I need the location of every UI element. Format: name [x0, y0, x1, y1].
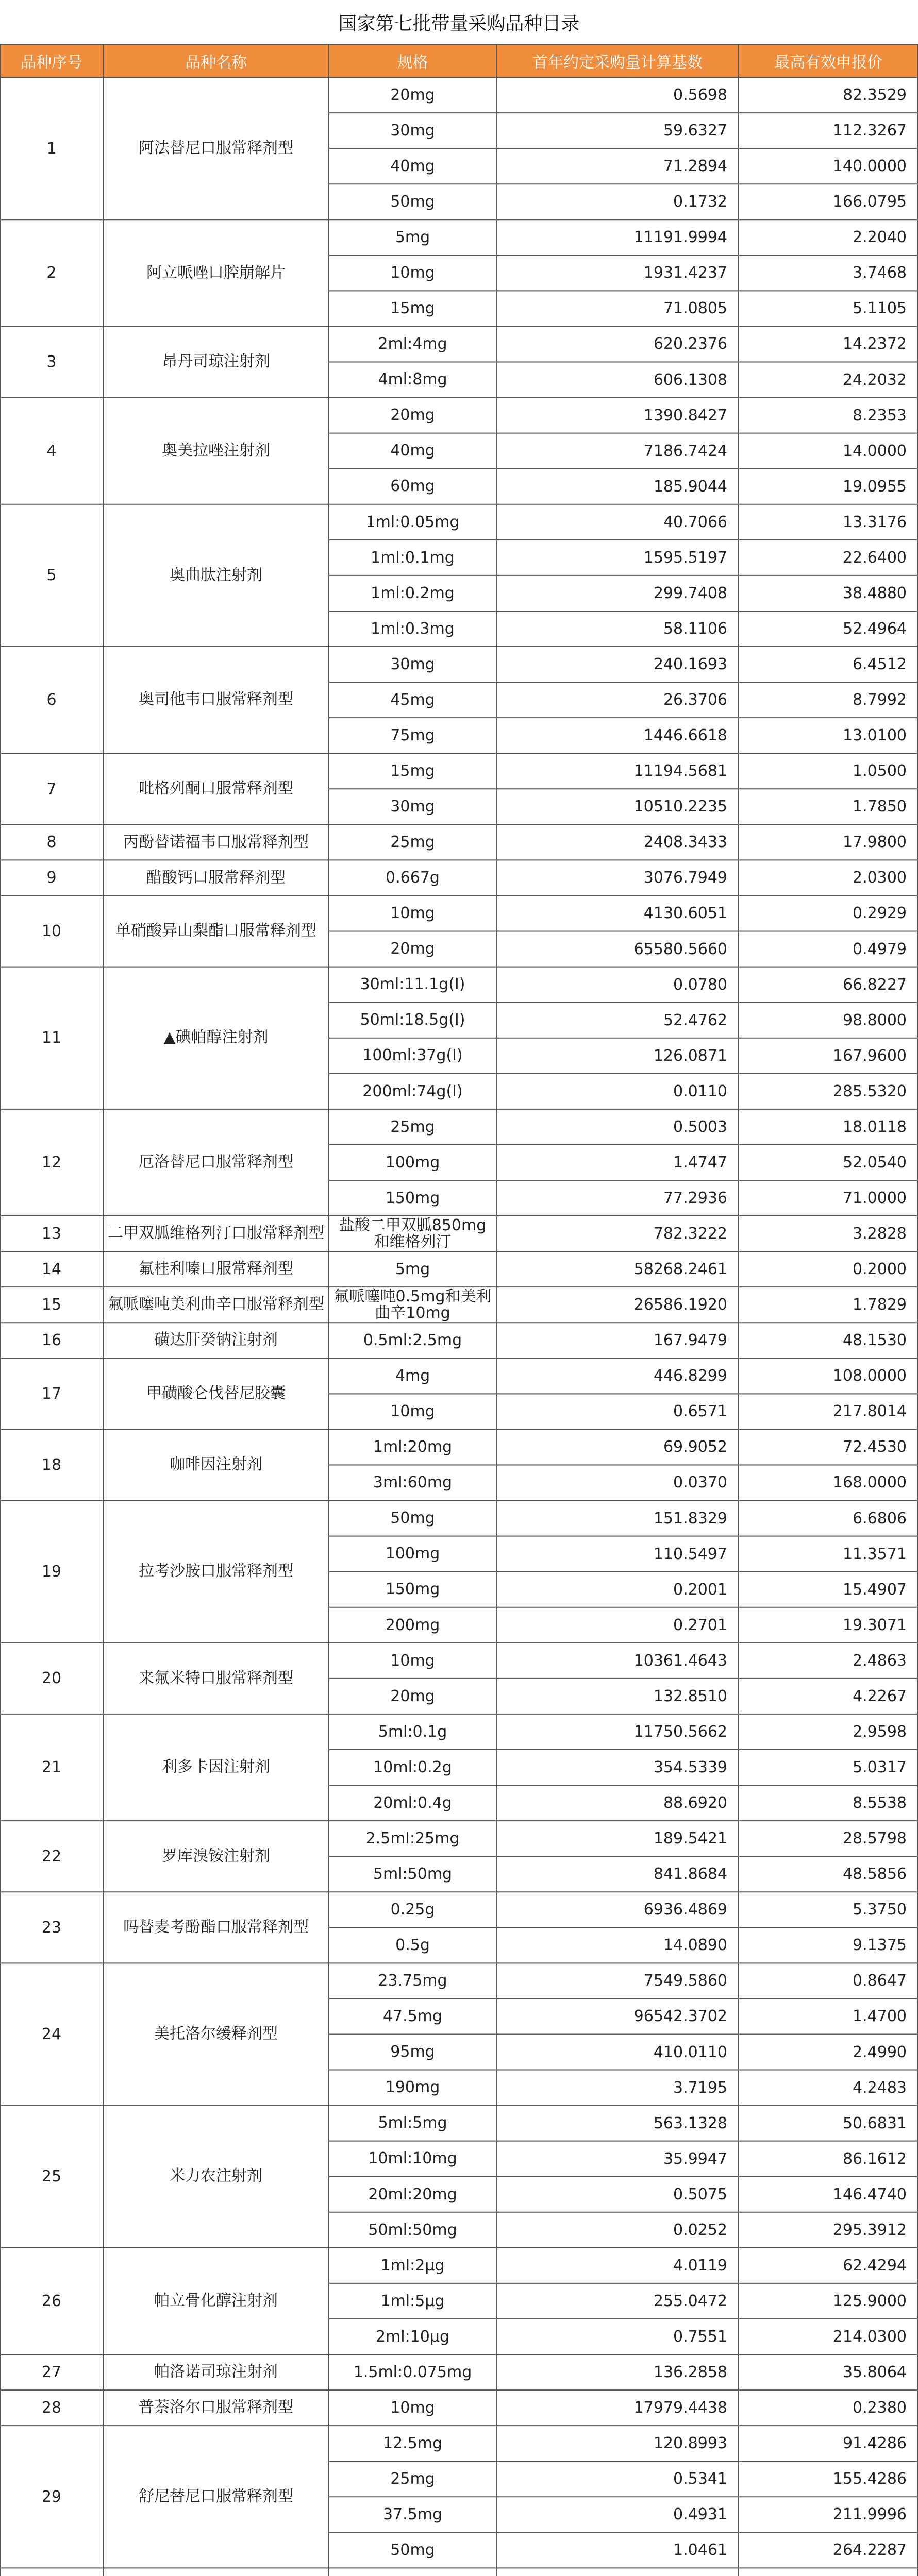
group-number: 6	[46, 691, 57, 709]
max-price-cell: 62.4294	[842, 2256, 907, 2275]
spec-cell: 95mg	[390, 2043, 435, 2061]
max-price-cell: 5.0317	[853, 1758, 907, 1776]
drug-name: 昂丹司琼注射剂	[162, 352, 270, 371]
base-volume-cell: 11191.9994	[633, 228, 727, 247]
group-number: 28	[41, 2399, 62, 2417]
col-header-max-price: 最高有效申报价	[739, 44, 918, 77]
spec-cell: 100mg	[385, 1545, 440, 1563]
max-price-cell: 155.4286	[832, 2470, 907, 2488]
spec-cell: 20ml:20mg	[368, 2185, 457, 2204]
spec-cell: 30mg	[390, 655, 435, 673]
max-price-cell: 211.9996	[832, 2505, 907, 2524]
group-number: 20	[41, 1669, 62, 1688]
group-number: 25	[41, 2167, 62, 2186]
spec-cell: 10mg	[390, 904, 435, 923]
spec-cell: 15mg	[390, 761, 435, 780]
max-price-cell: 1.4700	[853, 2007, 907, 2026]
col-header-number: 品种序号	[0, 44, 103, 77]
max-price-cell: 28.5798	[842, 1829, 907, 1848]
drug-name: 丙酚替诺福韦口服常释剂型	[123, 833, 309, 851]
base-volume-cell: 26.3706	[663, 691, 727, 709]
spec-cell: 47.5mg	[382, 2007, 443, 2026]
base-volume-cell: 35.9947	[663, 2149, 727, 2168]
group-number: 5	[46, 566, 57, 585]
max-price-cell: 17.9800	[842, 833, 907, 852]
base-volume-cell: 151.8329	[653, 1509, 727, 1528]
base-volume-cell: 4130.6051	[643, 904, 727, 923]
base-volume-cell: 14.0890	[663, 1936, 727, 1955]
base-volume-cell: 0.4931	[673, 2505, 727, 2524]
base-volume-cell: 167.9479	[653, 1331, 727, 1350]
spec-cell: 1.5ml:0.075mg	[353, 2363, 472, 2381]
base-volume-cell: 59.6327	[663, 122, 727, 140]
base-volume-cell: 1390.8427	[643, 406, 727, 425]
max-price-cell: 5.3750	[853, 1901, 907, 1919]
base-volume-cell: 26586.1920	[633, 1296, 727, 1314]
max-price-cell: 4.2267	[853, 1687, 907, 1705]
max-price-cell: 6.4512	[853, 655, 907, 674]
base-volume-cell: 0.2001	[673, 1580, 727, 1599]
max-price-cell: 108.0000	[832, 1367, 907, 1385]
max-price-cell: 86.1612	[842, 2149, 907, 2168]
max-price-cell: 22.6400	[842, 548, 907, 567]
max-price-cell: 140.0000	[832, 157, 907, 176]
drug-name: ▲碘帕醇注射剂	[163, 1028, 269, 1047]
drug-name: 奥司他韦口服常释剂型	[139, 690, 293, 709]
spec-cell: 12.5mg	[382, 2434, 443, 2452]
drug-name: 罗库溴铵注射剂	[162, 1846, 270, 1865]
drug-name: 利多卡因注射剂	[162, 1758, 270, 1776]
base-volume-cell: 354.5339	[653, 1758, 727, 1776]
base-volume-cell: 0.0252	[673, 2221, 727, 2239]
spec-cell: 25mg	[390, 833, 435, 852]
spec-cell: 2ml:4mg	[378, 335, 447, 353]
group-number: 4	[46, 442, 57, 460]
max-price-cell: 52.4964	[842, 619, 907, 638]
spec-cell: 150mg	[385, 1189, 440, 1207]
base-volume-cell: 7549.5860	[643, 1972, 727, 1990]
group-number	[0, 2568, 103, 2576]
spec-cell: 1ml:5μg	[380, 2292, 445, 2310]
drug-name: 舒尼替尼口服常释剂型	[139, 2487, 293, 2506]
spec-cell: 10ml:0.2g	[373, 1758, 452, 1776]
max-price-cell: 48.1530	[842, 1331, 907, 1350]
max-price-cell: 15.4907	[842, 1580, 907, 1599]
base-volume-cell: 1595.5197	[643, 548, 727, 567]
spec-cell: 200mg	[385, 1616, 440, 1634]
spec-cell: 30ml:11.1g(I)	[360, 975, 465, 994]
spec-cell: 60mg	[390, 477, 435, 496]
spec-cell: 20mg	[390, 406, 435, 425]
drug-name: 醋酸钙口服常释剂型	[146, 868, 286, 887]
spec-cell: 5mg	[395, 1260, 430, 1278]
group-number: 14	[41, 1260, 62, 1279]
max-price-cell: 166.0795	[832, 193, 907, 211]
group-number: 9	[46, 869, 57, 887]
group-number: 1	[46, 139, 57, 158]
max-price-cell: 214.0300	[832, 2328, 907, 2346]
spec-cell: 20mg	[390, 1687, 435, 1705]
base-volume-cell: 10361.4643	[633, 1651, 727, 1670]
spec-cell: 3ml:60mg	[373, 1473, 453, 1492]
drug-name: 甲磺酸仑伐替尼胶囊	[146, 1384, 286, 1403]
spec-cell: 0.5g	[395, 1936, 430, 1955]
group-number: 17	[41, 1384, 62, 1403]
group-number: 16	[41, 1331, 62, 1350]
base-volume-cell: 58268.2461	[633, 1260, 727, 1279]
max-price-cell: 0.2380	[853, 2399, 907, 2417]
spec-cell: 4mg	[395, 1367, 430, 1385]
spec-cell: 40mg	[390, 157, 435, 175]
base-volume-cell: 7186.7424	[643, 442, 727, 460]
group-number: 23	[41, 1918, 62, 1937]
max-price-cell: 168.0000	[832, 1473, 907, 1492]
max-price-cell: 18.0118	[842, 1117, 907, 1136]
base-volume-cell: 255.0472	[653, 2292, 727, 2310]
max-price-cell: 35.8064	[842, 2363, 907, 2382]
spec-cell: 氟哌噻吨0.5mg和美利曲辛10mg	[333, 1287, 492, 1322]
spec-cell: 30mg	[390, 798, 435, 816]
max-price-cell: 285.5320	[832, 1082, 907, 1100]
max-price-cell: 112.3267	[832, 122, 907, 140]
col-header-name: 品种名称	[103, 44, 329, 77]
group-number: 15	[41, 1296, 62, 1314]
base-volume-cell: 0.1732	[673, 193, 727, 211]
spec-cell: 10mg	[390, 1402, 435, 1421]
max-price-cell: 2.2040	[853, 228, 907, 247]
drug-name: 阿法替尼口服常释剂型	[139, 139, 293, 157]
drug-name: 美托洛尔缓释剂型	[154, 2025, 278, 2043]
base-volume-cell: 620.2376	[653, 335, 727, 353]
base-volume-cell: 0.0110	[673, 1082, 727, 1100]
spec-cell: 190mg	[385, 2078, 440, 2097]
max-price-cell: 14.2372	[842, 335, 907, 353]
base-volume-cell: 841.8684	[653, 1865, 727, 1884]
group-number: 26	[41, 2292, 62, 2310]
drug-name: 阿立哌唑口腔崩解片	[146, 263, 286, 282]
spec-cell: 0.5ml:2.5mg	[363, 1331, 462, 1349]
base-volume-cell: 1446.6618	[643, 726, 727, 745]
spec-cell: 50mg	[390, 192, 435, 211]
max-price-cell: 8.2353	[853, 406, 907, 425]
drug-name: 厄洛替尼口服常释剂型	[139, 1153, 293, 1172]
max-price-cell: 2.4990	[853, 2043, 907, 2061]
max-price-cell: 0.2000	[853, 1260, 907, 1279]
base-volume-cell: 410.0110	[653, 2043, 727, 2061]
drug-name: 二甲双胍维格列汀口服常释剂型	[108, 1224, 324, 1243]
group-number: 19	[41, 1563, 62, 1581]
max-price-cell: 98.8000	[842, 1011, 907, 1029]
base-volume-cell	[496, 2568, 739, 2576]
max-price-cell: 125.9000	[832, 2292, 907, 2310]
base-volume-cell: 0.5341	[673, 2470, 727, 2488]
spec-cell: 45mg	[390, 690, 435, 709]
spec-cell: 40mg	[390, 442, 435, 460]
spec-cell: 10mg	[390, 2398, 435, 2417]
max-price-cell: 38.4880	[842, 584, 907, 602]
spec-cell: 2.5ml:25mg	[365, 1829, 460, 1848]
max-price-cell: 1.7829	[853, 1296, 907, 1314]
spec-cell: 0.667g	[386, 869, 440, 887]
drug-name: 普萘洛尔口服常释剂型	[139, 2398, 293, 2417]
spec-cell: 23.75mg	[378, 1972, 447, 1990]
spec-cell: 75mg	[390, 726, 435, 744]
drug-name: 拉考沙胺口服常释剂型	[139, 1562, 293, 1581]
base-volume-cell: 782.3222	[653, 1225, 727, 1243]
drug-name: 吗替麦考酚酯口服常释剂型	[123, 1918, 309, 1937]
base-volume-cell: 1931.4237	[643, 264, 727, 282]
max-price-cell: 19.3071	[842, 1616, 907, 1634]
spec-cell: 5ml:5mg	[378, 2114, 447, 2132]
group-number: 13	[41, 1225, 62, 1243]
base-volume-cell: 71.2894	[663, 157, 727, 176]
drug-name: 氟哌噻吨美利曲辛口服常释剂型	[108, 1295, 324, 1314]
drug-name: 单硝酸异山梨酯口服常释剂型	[115, 922, 316, 940]
base-volume-cell: 88.6920	[663, 1794, 727, 1812]
drug-name: 奥美拉唑注射剂	[162, 441, 270, 460]
spec-cell: 5ml:0.1g	[378, 1722, 447, 1741]
max-price-cell: 11.3571	[842, 1545, 907, 1563]
spec-cell: 5mg	[395, 228, 430, 247]
base-volume-cell: 11750.5662	[633, 1722, 727, 1741]
spec-cell: 1ml:0.3mg	[371, 619, 455, 638]
group-number: 3	[46, 353, 57, 371]
base-volume-cell: 96542.3702	[633, 2007, 727, 2026]
spec-cell: 1ml:20mg	[373, 1438, 453, 1456]
spec-cell: 1ml:0.1mg	[371, 548, 455, 567]
max-price-cell: 167.9600	[832, 1046, 907, 1065]
base-volume-cell: 0.6571	[673, 1402, 727, 1421]
base-volume-cell: 3.7195	[673, 2078, 727, 2097]
base-volume-cell: 126.0871	[653, 1046, 727, 1065]
base-volume-cell: 110.5497	[653, 1545, 727, 1563]
group-number: 7	[46, 779, 57, 798]
spec-cell: 50mg	[390, 2541, 435, 2560]
base-volume-cell: 10510.2235	[633, 798, 727, 816]
base-volume-cell: 120.8993	[653, 2434, 727, 2453]
base-volume-cell: 185.9044	[653, 477, 727, 496]
spec-cell: 37.5mg	[382, 2505, 443, 2524]
max-price-cell: 66.8227	[842, 975, 907, 994]
max-price-cell: 19.0955	[842, 477, 907, 496]
base-volume-cell: 446.8299	[653, 1367, 727, 1385]
max-price-cell: 8.5538	[853, 1794, 907, 1812]
base-volume-cell: 6936.4869	[643, 1901, 727, 1919]
base-volume-cell: 69.9052	[663, 1438, 727, 1456]
spec-cell: 0.25g	[390, 1901, 435, 1919]
spec-cell: 20ml:0.4g	[373, 1793, 452, 1812]
max-price-cell: 0.2929	[853, 904, 907, 923]
base-volume-cell: 4.0119	[673, 2256, 727, 2275]
base-volume-cell: 52.4762	[663, 1011, 727, 1029]
base-volume-cell: 240.1693	[653, 655, 727, 674]
max-price-cell: 13.0100	[842, 726, 907, 745]
max-price-cell: 264.2287	[832, 2541, 907, 2560]
max-price-cell: 0.4979	[853, 940, 907, 958]
max-price-cell: 72.4530	[842, 1438, 907, 1456]
group-number: 10	[41, 922, 62, 941]
max-price-cell: 295.3912	[832, 2221, 907, 2239]
spec-cell: 10mg	[390, 1651, 435, 1670]
base-volume-cell: 58.1106	[663, 619, 727, 638]
spec-cell: 20mg	[390, 940, 435, 958]
group-number: 27	[41, 2363, 62, 2382]
base-volume-cell: 0.0780	[673, 975, 727, 994]
base-volume-cell: 136.2858	[653, 2363, 727, 2382]
spec-cell: 4ml:8mg	[378, 370, 447, 389]
max-price-cell: 91.4286	[842, 2434, 907, 2453]
spec-cell: 2ml:10μg	[375, 2327, 450, 2346]
group-number: 8	[46, 833, 57, 852]
max-price-cell: 2.0300	[853, 869, 907, 887]
drug-name: 磺达肝癸钠注射剂	[154, 1331, 278, 1349]
spec-cell: 25mg	[390, 2470, 435, 2488]
base-volume-cell: 0.5698	[673, 86, 727, 105]
group-number: 21	[41, 1758, 62, 1776]
spec-cell: 50mg	[390, 1509, 435, 1528]
base-volume-cell: 3076.7949	[643, 869, 727, 887]
page-title: 国家第七批带量采购品种目录	[338, 13, 580, 35]
spec-cell: 1ml:0.05mg	[365, 513, 460, 531]
max-price-cell: 50.6831	[842, 2114, 907, 2132]
max-price-cell: 82.3529	[842, 86, 907, 105]
drug-name	[103, 2568, 329, 2576]
max-price-cell: 24.2032	[842, 370, 907, 389]
max-price-cell: 48.5856	[842, 1865, 907, 1884]
spec-cell: 10ml:10mg	[368, 2149, 457, 2168]
spec-cell: 25mg	[390, 1117, 435, 1136]
drug-name: 来氟米特口服常释剂型	[139, 1669, 293, 1687]
group-number: 24	[41, 2025, 62, 2043]
base-volume-cell: 0.5003	[673, 1117, 727, 1136]
max-price-cell: 2.9598	[853, 1722, 907, 1741]
base-volume-cell: 0.2701	[673, 1616, 727, 1634]
max-price-cell: 71.0000	[842, 1189, 907, 1207]
base-volume-cell: 11194.5681	[633, 762, 727, 781]
base-volume-cell: 1.4747	[673, 1153, 727, 1172]
base-volume-cell: 2408.3433	[643, 833, 727, 852]
group-number: 12	[41, 1153, 62, 1172]
spec-cell: 1ml:0.2mg	[371, 584, 455, 602]
base-volume-cell: 71.0805	[663, 299, 727, 318]
max-price-cell: 4.2483	[853, 2078, 907, 2097]
max-price-cell: 8.7992	[853, 691, 907, 709]
spec-cell: 1ml:2μg	[380, 2256, 445, 2275]
max-price-cell: 1.0500	[853, 762, 907, 781]
spec-cell	[329, 2568, 496, 2576]
max-price-cell: 9.1375	[853, 1936, 907, 1955]
col-header-base-volume: 首年约定采购量计算基数	[496, 44, 739, 77]
spec-cell: 200ml:74g(I)	[362, 1082, 463, 1100]
spec-cell: 100ml:37g(I)	[362, 1046, 463, 1065]
max-price-cell: 3.2828	[853, 1225, 907, 1243]
base-volume-cell: 40.7066	[663, 513, 727, 531]
max-price-cell: 3.7468	[853, 264, 907, 282]
col-header-spec: 规格	[329, 44, 496, 77]
max-price-cell: 0.8647	[853, 1972, 907, 1990]
base-volume-cell: 77.2936	[663, 1189, 727, 1207]
spec-cell: 150mg	[385, 1580, 440, 1599]
max-price-cell: 52.0540	[842, 1153, 907, 1172]
group-number: 2	[46, 264, 57, 282]
group-number: 18	[41, 1455, 62, 1474]
group-number: 22	[41, 1847, 62, 1866]
base-volume-cell: 65580.5660	[633, 940, 727, 958]
drug-name: 氟桂利嗪口服常释剂型	[139, 1260, 293, 1278]
spec-cell: 50ml:18.5g(I)	[360, 1011, 465, 1029]
group-number: 29	[41, 2487, 62, 2506]
spec-cell: 盐酸二甲双胍850mg和维格列汀	[339, 1216, 487, 1251]
max-price-cell	[739, 2568, 918, 2576]
base-volume-cell: 17979.4438	[633, 2399, 727, 2417]
base-volume-cell: 189.5421	[653, 1829, 727, 1848]
drug-name: 帕洛诺司琼注射剂	[154, 2363, 278, 2381]
max-price-cell: 5.1105	[853, 299, 907, 318]
drug-name: 奥曲肽注射剂	[170, 566, 262, 584]
max-price-cell: 13.3176	[842, 513, 907, 531]
base-volume-cell: 0.7551	[673, 2328, 727, 2346]
base-volume-cell: 0.5075	[673, 2185, 727, 2204]
spec-cell: 100mg	[385, 1153, 440, 1172]
max-price-cell: 146.4740	[832, 2185, 907, 2204]
base-volume-cell: 563.1328	[653, 2114, 727, 2132]
spec-cell: 30mg	[390, 121, 435, 140]
spec-cell: 10mg	[390, 264, 435, 282]
drug-name: 米力农注射剂	[170, 2167, 262, 2185]
drug-name: 吡格列酮口服常释剂型	[139, 779, 293, 798]
max-price-cell: 14.0000	[842, 442, 907, 460]
drug-name: 帕立骨化醇注射剂	[154, 2292, 278, 2310]
max-price-cell: 2.4863	[853, 1651, 907, 1670]
spec-cell: 50ml:50mg	[368, 2221, 457, 2239]
base-volume-cell: 1.0461	[673, 2541, 727, 2560]
max-price-cell: 217.8014	[832, 1402, 907, 1421]
base-volume-cell: 299.7408	[653, 584, 727, 602]
base-volume-cell: 0.0370	[673, 1473, 727, 1492]
base-volume-cell: 132.8510	[653, 1687, 727, 1705]
max-price-cell: 6.6806	[853, 1509, 907, 1528]
max-price-cell: 1.7850	[853, 798, 907, 816]
group-number: 11	[41, 1029, 62, 1047]
spec-cell: 5ml:50mg	[373, 1865, 453, 1883]
drug-name: 咖啡因注射剂	[170, 1455, 262, 1474]
spec-cell: 20mg	[390, 86, 435, 104]
spec-cell: 15mg	[390, 299, 435, 318]
base-volume-cell: 606.1308	[653, 370, 727, 389]
